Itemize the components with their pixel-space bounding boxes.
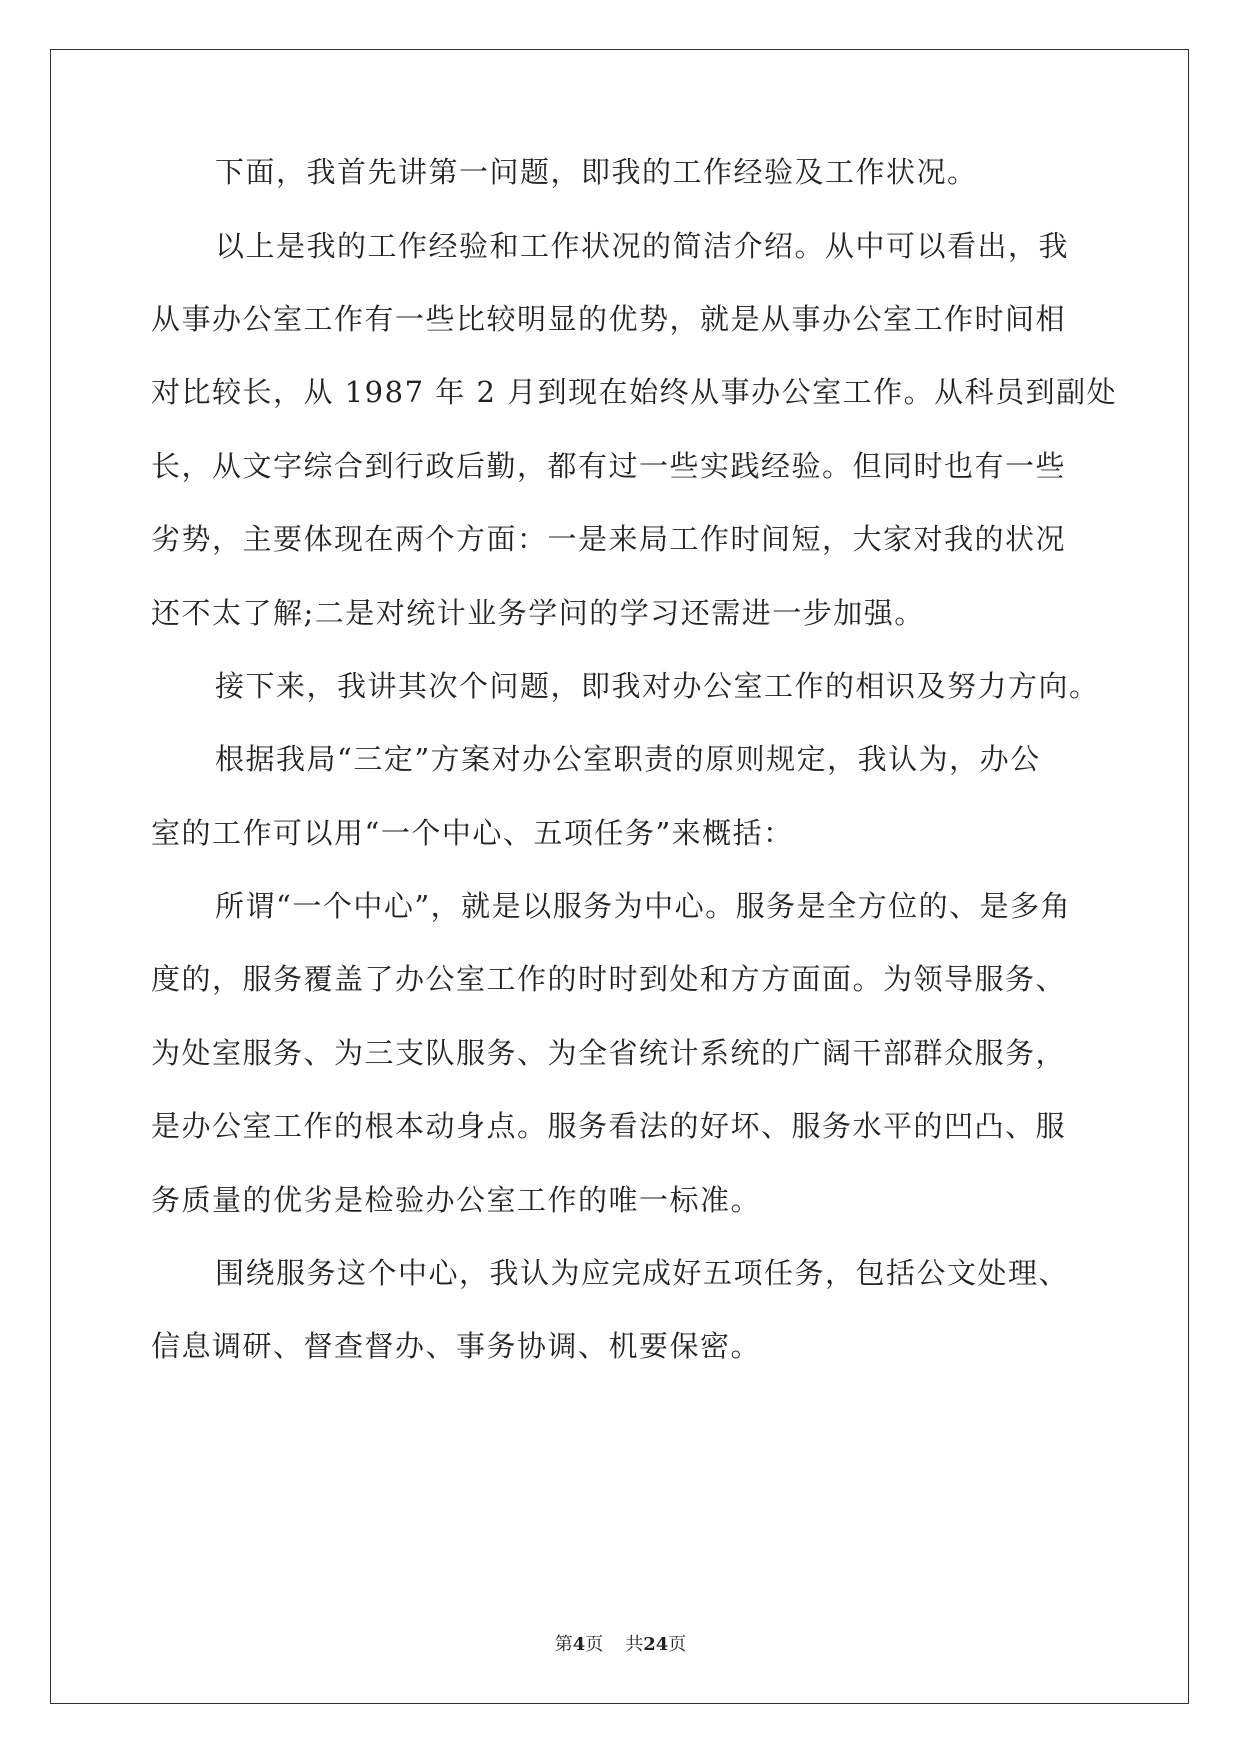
paragraph-line: 以上是我的工作经验和工作状况的简洁介绍。从中可以看出，我 (215, 229, 1070, 263)
paragraph-line: 下面，我首先讲第一问题，即我的工作经验及工作状况。 (215, 155, 978, 189)
paragraph-line: 围绕服务这个中心，我认为应完成好五项任务，包括公文处理、 (215, 1256, 1070, 1290)
paragraph-line: 所谓“一个中心”，就是以服务为中心。服务是全方位的、是多角 (215, 889, 1072, 923)
paragraph-line: 长，从文字综合到行政后勤，都有过一些实践经验。但同时也有一些 (151, 449, 1067, 483)
total-suffix: 页 (668, 1634, 687, 1655)
paragraph-line: 还不太了解;二是对统计业务学问的学习还需进一步加强。 (151, 596, 925, 630)
paragraph-line: 接下来，我讲其次个问题，即我对办公室工作的相识及努力方向。 (215, 669, 1100, 703)
total-prefix: 共 (625, 1634, 644, 1655)
page-number: 4 (572, 1634, 586, 1655)
paragraph-line: 室的工作可以用“一个中心、五项任务”来概括： (151, 816, 794, 850)
paragraph-line: 对比较长，从 1987 年 2 月到现在始终从事办公室工作。从科员到副处 (151, 375, 1118, 409)
paragraph-line: 根据我局“三定”方案对办公室职责的原则规定，我认为，办公 (215, 742, 1041, 776)
page-footer (0, 1630, 1241, 1656)
total-pages: 24 (643, 1634, 669, 1655)
page-prefix: 第 (554, 1634, 573, 1655)
paragraph-line: 劣势，主要体现在两个方面：一是来局工作时间短，大家对我的状况 (151, 522, 1067, 556)
paragraph-line: 从事办公室工作有一些比较明显的优势，就是从事办公室工作时间相 (151, 302, 1067, 336)
paragraph-line: 为处室服务、为三支队服务、为全省统计系统的广阔干部群众服务， (151, 1036, 1067, 1070)
page-suffix: 页 (585, 1634, 604, 1655)
paragraph-line: 信息调研、督查督办、事务协调、机要保密。 (151, 1329, 762, 1363)
paragraph-line: 务质量的优劣是检验办公室工作的唯一标准。 (151, 1183, 762, 1217)
paragraph-line: 是办公室工作的根本动身点。服务看法的好坏、服务水平的凹凸、服 (151, 1109, 1067, 1143)
paragraph-line: 度的，服务覆盖了办公室工作的时时到处和方方面面。为领导服务、 (151, 962, 1067, 996)
page-border (50, 49, 1189, 1704)
